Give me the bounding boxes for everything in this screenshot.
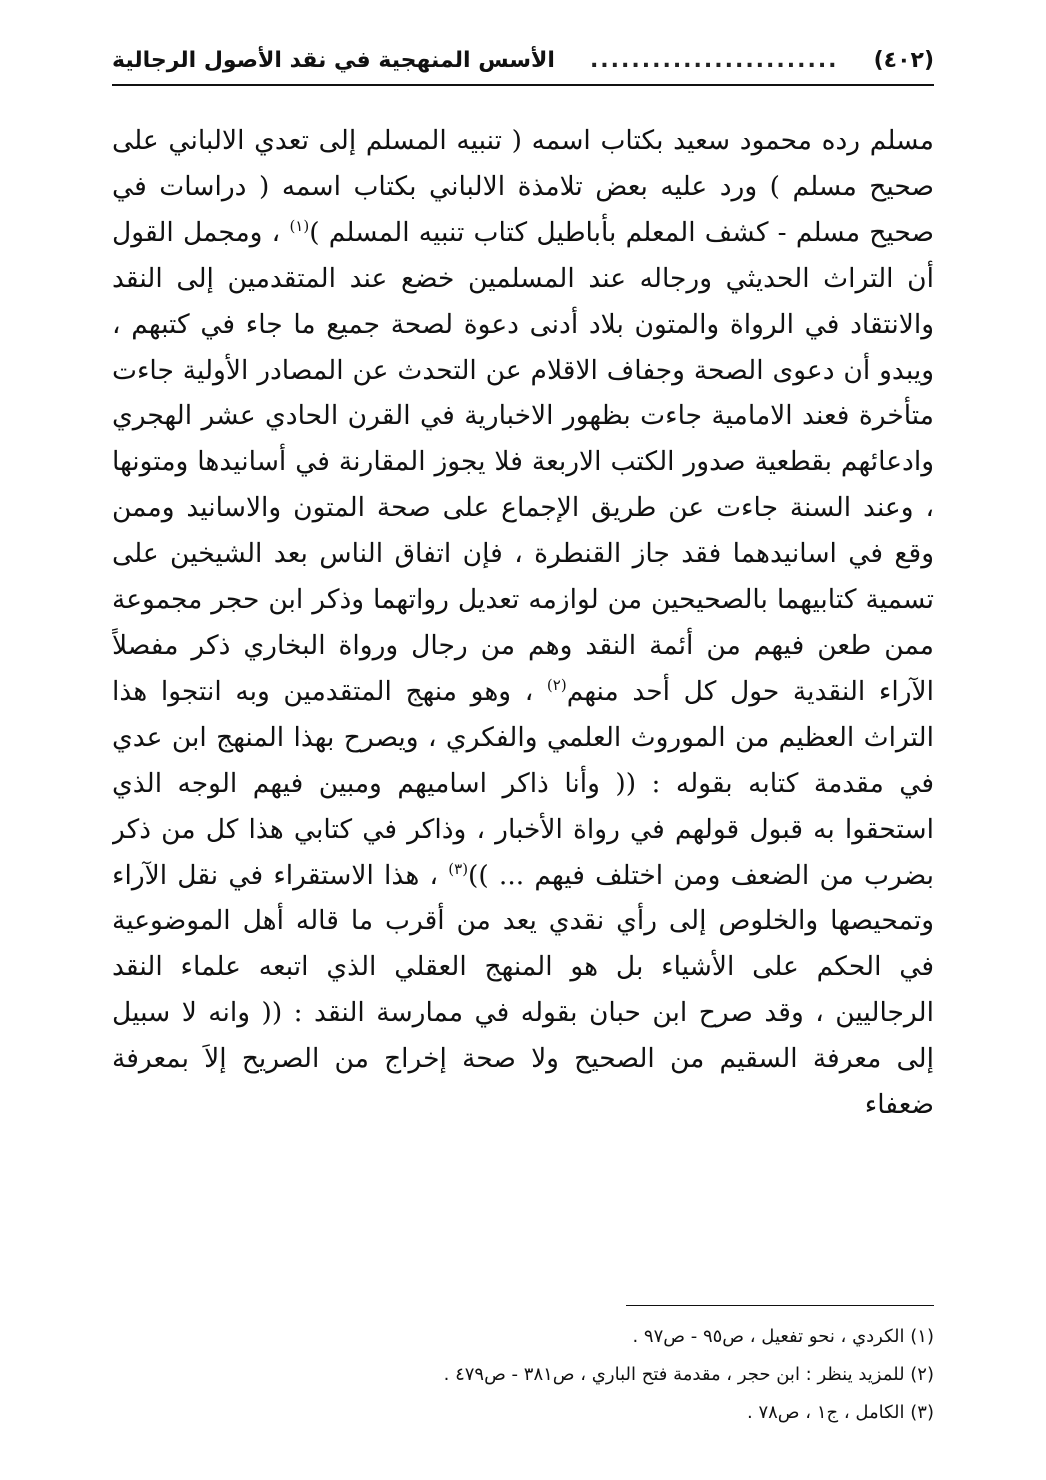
header-leader-dots: ........................ bbox=[589, 47, 839, 73]
footnote-2: (٢) للمزيد ينظر : ابن حجر ، مقدمة فتح الباري ، ص٣٨١ - ص٤٧٩ . bbox=[443, 1364, 934, 1385]
paragraph bbox=[112, 118, 934, 1128]
running-header bbox=[112, 38, 934, 82]
footnote-ref-2[interactable]: (٢) bbox=[546, 676, 567, 695]
text-segment: مسلم رده محمود سعيد بكتاب اسمه ( تنبيه المسلم إلى تعدي الالباني على صحيح مسلم ) ورد عليه بعض تلامذة الالباني بكتاب اسمه ( دراسات في صحيح مسلم - كشف المعلم بأباطيل كتاب تنبيه المسلم ) bbox=[112, 125, 934, 248]
footnote-ref-3[interactable]: (٣) bbox=[448, 859, 469, 878]
page-number: (٤٠٢) bbox=[873, 47, 934, 73]
header-title: الأسس المنهجية في نقد الأصول الرجالية bbox=[112, 47, 555, 73]
footnote-ref-1[interactable]: (١) bbox=[289, 216, 310, 235]
footnote-3: (٣) الكامل ، ج١ ، ص٧٨ . bbox=[747, 1402, 934, 1423]
text-segment: ، ومجمل القول أن التراث الحديثي ورجاله عند المسلمين خضع عند المتقدمين إلى النقد والانتقاد في الرواة والمتون بلاد أدنى دعوة لصحة جميع ما جاء في كتبهم ، ويبدو أن دعوى الصحة وجفاف الاقلام عن التحدث عن المصادر الأولية جاءت متأخرة فعند الامامية جاءت بظهور الاخبارية في القرن الحادي عشر الهجري وادعائهم بقطعية صدور الكتب الاربعة فلا يجوز المقارنة في أسانيدها ومتونها ، وعند السنة جاءت عن طريق الإجماع على صحة المتون والاسانيد وممن وقع في اسانيدهما فقد جاز القنطرة ، فإن اتفاق الناس بعد الشيخين على تسمية كتابيهما بالصحيحين من لوازمه تعديل رواتهما وذكر ابن حجر مجموعة ممن طعن فيهم من أئمة النقد وهم من رجال ورواة البخاري ذكر مفصلاً الآراء النقدية حول كل أحد منهم bbox=[112, 216, 934, 707]
footnote-divider bbox=[626, 1305, 934, 1306]
main-text bbox=[112, 118, 934, 1273]
footnote-1: (١) الكردي ، نحو تفعيل ، ص٩٥ - ص٩٧ . bbox=[632, 1326, 934, 1347]
header-divider bbox=[112, 84, 934, 86]
footnotes bbox=[112, 1318, 934, 1432]
text-segment: ، وهو منهج المتقدمين وبه انتجوا هذا التراث العظيم من الموروث العلمي والفكري ، ويصرح بهذا المنهج ابن عدي في مقدمة كتابه بقوله : (( وأنا ذاكر اساميهم ومبين فيهم الوجه الذي استحقوا به قبول قولهم في رواة الأخبار ، وذاكر في كتابي هذا كل من ذكر بضرب من الضعف ومن اختلف فيهم ... )) bbox=[112, 675, 934, 891]
text-segment: ، هذا الاستقراء في نقل الآراء وتمحيصها والخلوص إلى رأي نقدي يعد من أقرب ما قاله أهل الموضوعية في الحكم على الأشياء بل هو المنهج العقلي الذي اتبعه علماء النقد الرجاليين ، وقد صرح ابن حبان بقوله في ممارسة النقد : (( وانه لا سبيل إلى معرفة السقيم من الصحيح ولا صحة إخراج من الصريح إلاَ بمعرفة ضعفاء bbox=[112, 859, 934, 1121]
